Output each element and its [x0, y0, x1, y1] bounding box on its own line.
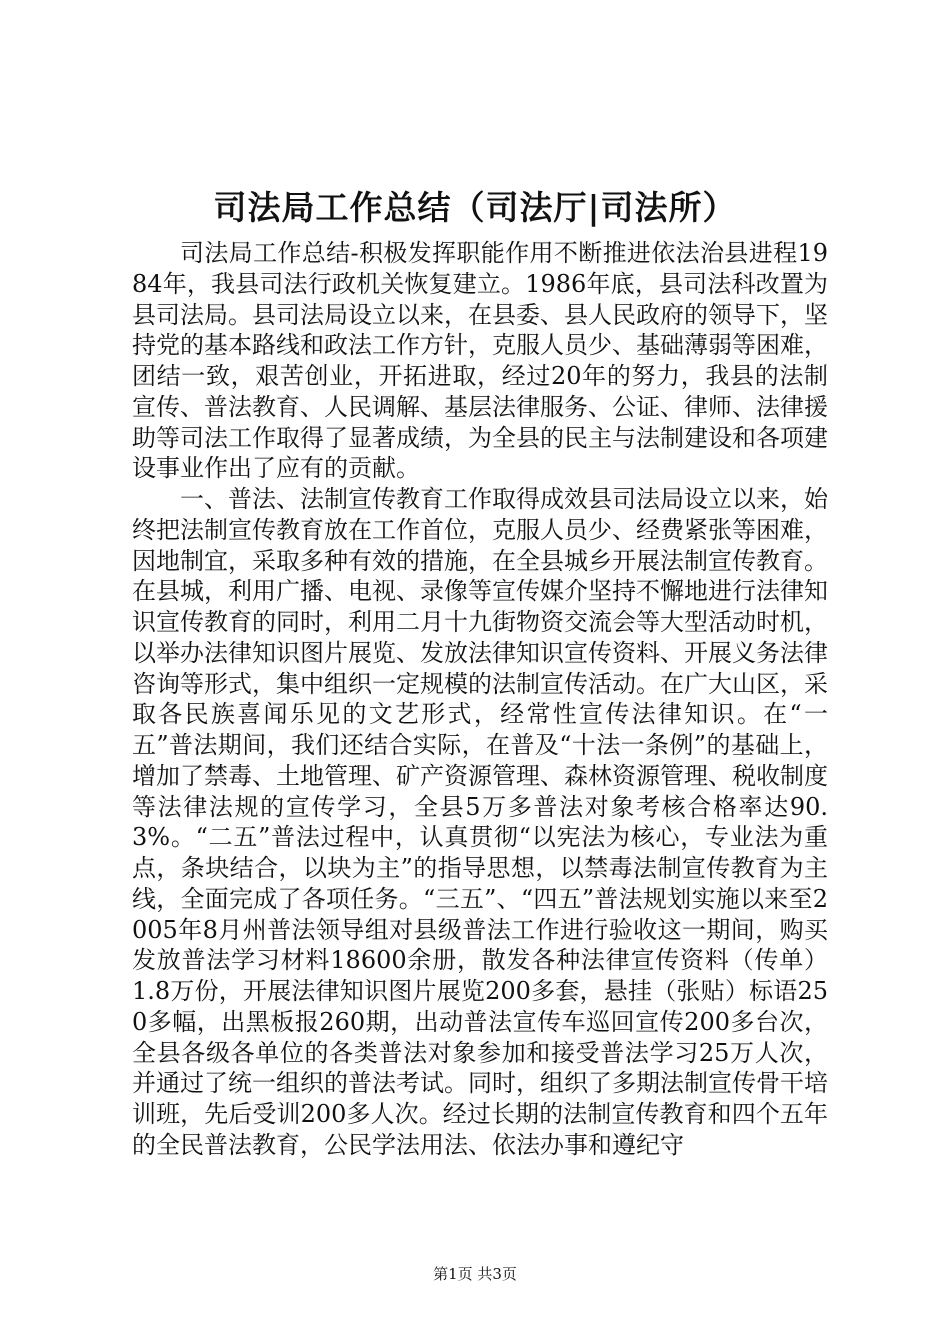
- paragraph-section-one: 一、普法、法制宣传教育工作取得成效县司法局设立以来，始终把法制宣传教育放在工作首位，克服人员少、经费紧张等困难，因地制宜，采取多种有效的措施，在全县城乡开展法制宣传教育。在县城，利用广播、电视、录像等宣传媒介坚持不懈地进行法律知识宣传教育的同时，利用二月十九街物资交流会等大型活动时机，以举办法律知识图片展览、发放法律知识宣传资料、开展义务法律咨询等形式，集中组织一定规模的法制宣传活动。在广大山区，采取各民族喜闻乐见的文艺形式，经常性宣传法律知识。在“一五”普法期间，我们还结合实际，在普及“十法一条例”的基础上，增加了禁毒、土地管理、矿产资源管理、森林资源管理、税收制度等法律法规的宣传学习，全县5万多普法对象考核合格率达90.3%。“二五”普法过程中，认真贯彻“以宪法为核心，专业法为重点，条块结合，以块为主”的指导思想，以禁毒法制宣传教育为主线，全面完成了各项任务。“三五”、“四五”普法规划实施以来至2005年8月州普法领导组对县级普法工作进行验收这一期间，购买发放普法学习材料18600余册，散发各种法律宣传资料（传单）1.8万份，开展法律知识图片展览200多套，悬挂（张贴）标语250多幅，出黑板报260期，出动普法宣传车巡回宣传200多台次，全县各级各单位的各类普法对象参加和接受普法学习25万人次，并通过了统一组织的普法考试。同时，组织了多期法制宣传骨干培训班，先后受训200多人次。经过长期的法制宣传教育和四个五年的全民普法教育，公民学法用法、依法办事和遵纪守: [132, 485, 828, 1159]
- paragraph-intro: 司法局工作总结-积极发挥职能作用不断推进依法治县进程1984年，我县司法行政机关恢复建立。1986年底，县司法科改置为县司法局。县司法局设立以来，在县委、县人民政府的领导下，坚持党的基本路线和政法工作方针，克服人员少、基础薄弱等困难，团结一致，艰苦创业，开拓进取，经过20年的努力，我县的法制宣传、普法教育、人民调解、基层法律服务、公证、律师、法律援助等司法工作取得了显著成绩，为全县的民主与法制建设和各项建设事业作出了应有的贡献。: [132, 239, 828, 483]
- page-footer: 第1页 共3页: [433, 1265, 517, 1283]
- document-body: [132, 238, 828, 1161]
- document-title: 司法局工作总结（司法厅|司法所）: [213, 188, 737, 227]
